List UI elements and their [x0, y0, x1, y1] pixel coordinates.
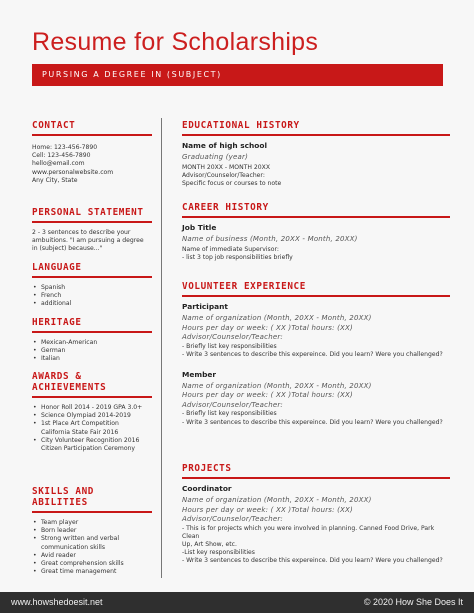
education-dates: MONTH 20XX - MONTH 20XX [182, 163, 270, 171]
statement-line: in (subject) because..." [32, 245, 103, 253]
education-advisor: Advisor/Counselor/Teacher: [182, 171, 265, 179]
awards-section [32, 371, 152, 453]
education-focus: Specific focus or courses to note [182, 179, 282, 187]
skills-heading: SKILLS AND ABILITIES [32, 486, 94, 508]
contact-email: hello@email.com [32, 160, 85, 168]
volunteer-line: - Briefly list key responsibilities [182, 342, 277, 350]
footer-bar [0, 592, 474, 613]
award-line: California State Fair 2016 [41, 428, 119, 436]
skill-line: Great comprehension skills [41, 560, 124, 568]
volunteer-org: Name of organization (Month, 20XX - Month, 20XX) [182, 381, 372, 390]
contact-website: www.personalwebsite.com [32, 168, 114, 176]
page-title: Resume for Scholarships [32, 28, 319, 56]
footer-website-link[interactable]: www.howshedoesit.net [11, 597, 103, 607]
statement-section [32, 207, 152, 254]
education-section [182, 120, 450, 188]
education-underline [182, 134, 450, 136]
award-line: 1st Place Art Competition [41, 420, 119, 428]
project-line: - This is for projects which you were involved in planning. Canned Food Drive, Park Clean [182, 524, 435, 540]
skill-line: Strong written and verbal [41, 535, 120, 543]
heritage-item: • German [41, 347, 152, 355]
education-heading: EDUCATIONAL HISTORY [182, 120, 300, 131]
supervisor-line: Name of immediate Supervisor: [182, 245, 279, 253]
career-underline [182, 216, 450, 218]
award-line: City Volunteer Recognition 2016 [41, 436, 140, 444]
footer-copyright: © 2020 How She Does It [363, 597, 463, 607]
statement-heading: PERSONAL STATEMENT [32, 207, 144, 218]
contact-underline [32, 134, 152, 136]
projects-heading: PROJECTS [182, 463, 232, 474]
contact-heading: CONTACT [32, 120, 76, 131]
language-heading: LANGUAGE [32, 262, 82, 273]
statement-line: ambuitions. "I am pursuing a degree [32, 237, 144, 245]
award-line: Honor Roll 2014 - 2019 GPA 3.0+ [41, 404, 143, 411]
skill-item [41, 552, 152, 560]
contact-home: Home: 123-456-7890 [32, 144, 98, 151]
volunteer-org: Name of organization (Month, 20XX - Month, 20XX) [182, 314, 372, 322]
awards-heading: AWARDS & [32, 371, 82, 382]
heritage-underline [32, 331, 152, 333]
volunteer-entry [182, 302, 450, 359]
project-role: Coordinator [182, 484, 232, 493]
language-section [32, 262, 152, 309]
award-item [41, 420, 152, 436]
contact-location: Any City, State [32, 176, 78, 184]
heritage-section [32, 317, 152, 364]
skill-item [41, 560, 152, 568]
volunteer-role: Participant [182, 302, 228, 311]
skill-line: communication skills [41, 543, 106, 551]
award-line: Citizen Participation Ceremony [41, 445, 136, 453]
graduation-year: Graduating (year) [182, 153, 249, 161]
volunteer-hours: Hours per day or week: ( XX )Total hours: (XX) [182, 391, 353, 400]
skill-line: Great time management [41, 568, 117, 576]
volunteer-underline [182, 295, 450, 297]
project-line: -List key responsibilities [182, 549, 255, 557]
project-line: - Write 3 sentences to describe this expereince. Did you learn? Were you challenged? [182, 557, 443, 565]
volunteer-advisor: Advisor/Counselor/Teacher: [182, 333, 283, 341]
volunteer-line: - Write 3 sentences to describe this expereince. Did you learn? Were you challenged? [182, 418, 443, 426]
award-item [41, 437, 152, 453]
volunteer-hours: Hours per day or week: ( XX )Total hours: (XX) [182, 323, 353, 332]
skill-item [41, 535, 152, 551]
language-underline [32, 276, 152, 278]
award-item [41, 404, 152, 412]
heritage-item: • Mexican-American [41, 339, 152, 347]
skill-item [41, 568, 152, 576]
job-title: Job Title [182, 223, 217, 232]
volunteer-entry [182, 370, 450, 427]
skill-line: Team player [41, 519, 79, 526]
project-line: Up, Art Show, etc. [182, 540, 237, 548]
volunteer-heading: VOLUNTEER EXPERIENCE [182, 281, 306, 292]
language-item: • French [41, 292, 152, 300]
project-advisor: Advisor/Counselor/Teacher: [182, 515, 283, 523]
project-hours: Hours per day or week: ( XX )Total hours: (XX) [182, 505, 353, 514]
volunteer-line: - Write 3 sentences to describe this expereince. Did you learn? Were you challenged? [182, 350, 443, 358]
language-item: • additional [41, 300, 152, 308]
volunteer-role: Member [182, 369, 217, 379]
career-section [182, 202, 450, 262]
skill-line: Born leader [41, 527, 77, 535]
projects-underline [182, 477, 450, 479]
volunteer-advisor: Advisor/Counselor/Teacher: [182, 400, 283, 409]
award-line: Science Olympiad 2014-2019 [41, 412, 131, 420]
responsibility-line: - list 3 top job responsibilities briefly [182, 253, 293, 261]
skill-item [41, 519, 152, 527]
volunteer-line: - Briefly list key responsibilities [182, 410, 277, 418]
awards-heading: ACHIEVEMENTS [32, 382, 107, 393]
volunteer-section [182, 281, 450, 427]
business-name: Name of business (Month, 20XX - Month, 20XX) [182, 235, 358, 243]
statement-underline [32, 221, 152, 223]
award-item [41, 412, 152, 420]
language-item: • Spanish [41, 284, 152, 292]
career-heading: CAREER HISTORY [182, 202, 269, 213]
column-divider [161, 118, 162, 578]
project-org: Name of organization (Month, 20XX - Month, 20XX) [182, 496, 372, 504]
projects-section [182, 463, 450, 566]
subtitle-banner: PURSING A DEGREE IN (SUBJECT) [32, 64, 443, 86]
contact-section [32, 120, 152, 185]
awards-underline [32, 396, 152, 398]
skills-underline [32, 511, 152, 513]
contact-cell: Cell: 123-456-7890 [32, 152, 91, 160]
school-name: Name of high school [182, 141, 267, 150]
skill-line: Avid reader [41, 551, 76, 559]
heritage-item: • Italian [41, 355, 152, 363]
skills-section [32, 486, 152, 576]
skill-item [41, 527, 152, 535]
heritage-heading: HERITAGE [32, 317, 82, 328]
statement-line: 2 - 3 sentences to describe your [32, 229, 131, 236]
